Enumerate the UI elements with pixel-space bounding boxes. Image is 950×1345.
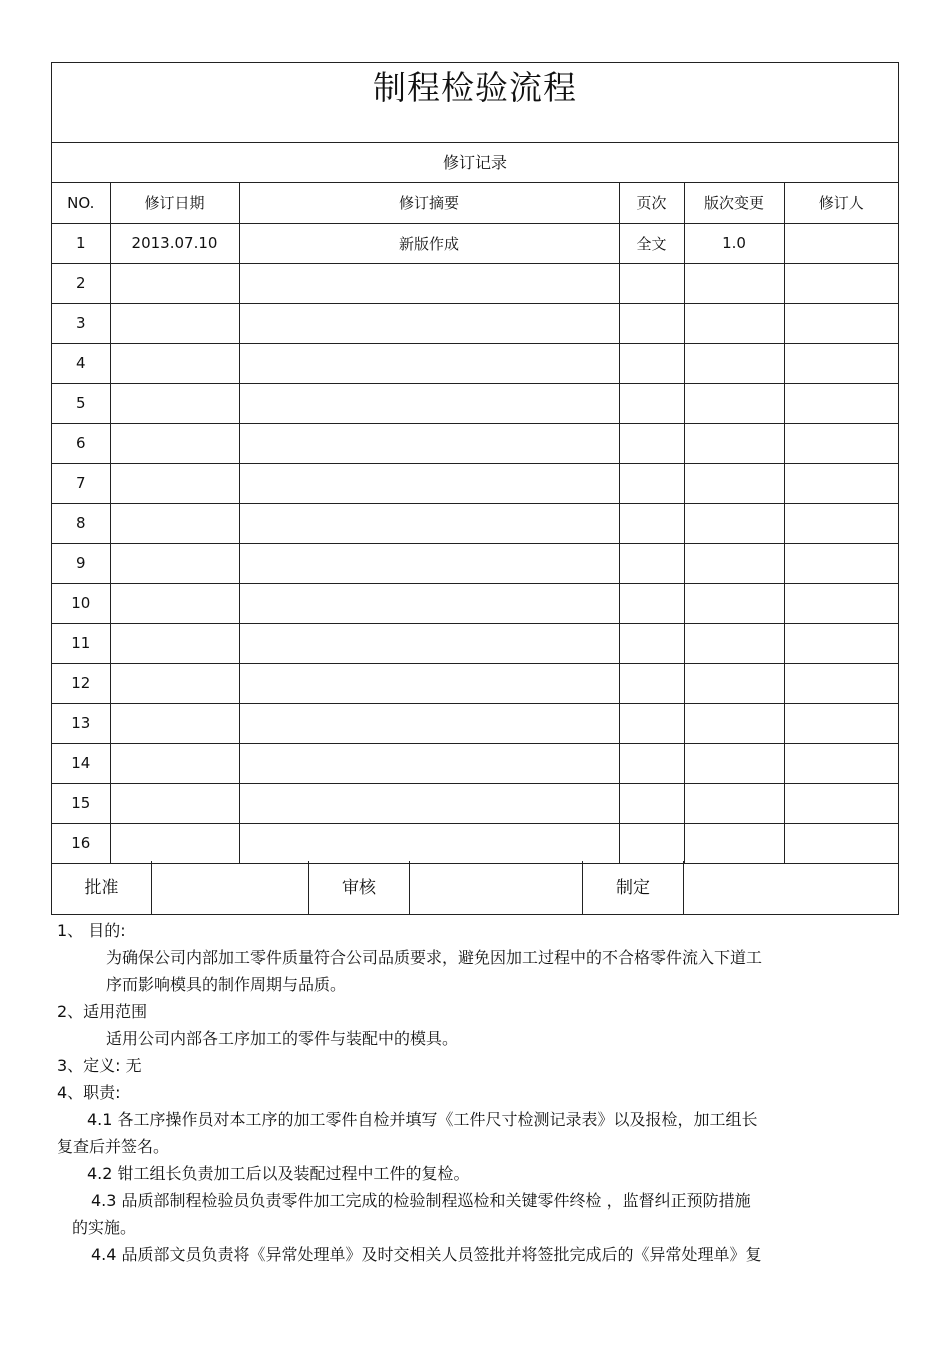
cell-no: 5 bbox=[52, 383, 110, 423]
cell-no: 7 bbox=[52, 463, 110, 503]
cell-no: 8 bbox=[52, 503, 110, 543]
cell-summary bbox=[239, 823, 619, 863]
cell-summary bbox=[239, 703, 619, 743]
section-3-heading: 3、定义: 无 bbox=[57, 1056, 142, 1075]
table-row bbox=[52, 743, 898, 783]
cell-reviser bbox=[784, 463, 898, 503]
cell-summary bbox=[239, 303, 619, 343]
revision-table bbox=[52, 183, 898, 864]
cell-summary bbox=[239, 583, 619, 623]
cell-date bbox=[110, 383, 239, 423]
section-4-4-line-1: 4.4 品质部文员负责将《异常处理单》及时交相关人员签批并将签批完成后的《异常处理单》复 bbox=[91, 1245, 762, 1264]
cell-reviser bbox=[784, 383, 898, 423]
cell-reviser bbox=[784, 263, 898, 303]
cell-page bbox=[619, 463, 684, 503]
section-2-line-1: 适用公司内部各工序加工的零件与装配中的模具。 bbox=[106, 1029, 459, 1048]
section-2-heading: 2、适用范围 bbox=[57, 1002, 148, 1021]
cell-version bbox=[684, 263, 784, 303]
cell-date: 2013.07.10 bbox=[110, 223, 239, 263]
cell-reviser bbox=[784, 343, 898, 383]
cell-reviser bbox=[784, 703, 898, 743]
table-row bbox=[52, 263, 898, 303]
header-version: 版次变更 bbox=[684, 183, 784, 223]
table-row bbox=[52, 303, 898, 343]
cell-no: 14 bbox=[52, 743, 110, 783]
section-4-1-line-1: 4.1 各工序操作员对本工序的加工零件自检并填写《工件尺寸检测记录表》以及报检，加工组长 bbox=[87, 1110, 758, 1129]
table-row bbox=[52, 423, 898, 463]
cell-summary bbox=[239, 463, 619, 503]
cell-page bbox=[619, 543, 684, 583]
cell-reviser bbox=[784, 543, 898, 583]
cell-no: 10 bbox=[52, 583, 110, 623]
cell-reviser bbox=[784, 223, 898, 263]
table-row bbox=[52, 503, 898, 543]
cell-date bbox=[110, 663, 239, 703]
table-row bbox=[52, 783, 898, 823]
cell-version bbox=[684, 463, 784, 503]
cell-version bbox=[684, 663, 784, 703]
cell-no: 2 bbox=[52, 263, 110, 303]
section-1-line-1: 为确保公司内部加工零件质量符合公司品质要求，避免因加工过程中的不合格零件流入下道工 bbox=[106, 948, 763, 967]
cell-summary bbox=[239, 263, 619, 303]
cell-page: 全文 bbox=[619, 223, 684, 263]
section-4-3-line-1: 4.3 品质部制程检验员负责零件加工完成的检验制程巡检和关键零件终检 ，监督纠正预防措施 bbox=[91, 1191, 751, 1210]
cell-no: 16 bbox=[52, 823, 110, 863]
cell-reviser bbox=[784, 663, 898, 703]
cell-summary bbox=[239, 543, 619, 583]
cell-version bbox=[684, 503, 784, 543]
table-row bbox=[52, 543, 898, 583]
cell-version bbox=[684, 623, 784, 663]
cell-version bbox=[684, 783, 784, 823]
section-4-2-line-1: 4.2 钳工组长负责加工后以及装配过程中工件的复检。 bbox=[87, 1164, 470, 1183]
review-field[interactable] bbox=[410, 861, 583, 915]
cell-version bbox=[684, 743, 784, 783]
document-form bbox=[51, 62, 899, 915]
cell-version bbox=[684, 423, 784, 463]
document-title: 制程检验流程 bbox=[52, 63, 898, 143]
cell-page bbox=[619, 663, 684, 703]
cell-page bbox=[619, 503, 684, 543]
table-row bbox=[52, 663, 898, 703]
cell-summary: 新版作成 bbox=[239, 223, 619, 263]
cell-summary bbox=[239, 343, 619, 383]
table-row bbox=[52, 343, 898, 383]
prepare-label: 制定 bbox=[583, 861, 684, 915]
cell-summary bbox=[239, 383, 619, 423]
revision-header-row bbox=[52, 183, 898, 223]
procedure-text bbox=[57, 917, 887, 1268]
cell-reviser bbox=[784, 783, 898, 823]
cell-date bbox=[110, 263, 239, 303]
section-1-line-2: 序而影响模具的制作周期与品质。 bbox=[106, 975, 347, 994]
cell-version bbox=[684, 543, 784, 583]
approve-label: 批准 bbox=[52, 861, 152, 915]
cell-date bbox=[110, 543, 239, 583]
cell-no: 1 bbox=[52, 223, 110, 263]
table-row bbox=[52, 703, 898, 743]
cell-no: 11 bbox=[52, 623, 110, 663]
cell-date bbox=[110, 503, 239, 543]
cell-page bbox=[619, 783, 684, 823]
cell-page bbox=[619, 743, 684, 783]
cell-date bbox=[110, 343, 239, 383]
signoff-row bbox=[52, 861, 898, 915]
cell-reviser bbox=[784, 423, 898, 463]
table-row bbox=[52, 623, 898, 663]
cell-date bbox=[110, 303, 239, 343]
cell-reviser bbox=[784, 503, 898, 543]
cell-version bbox=[684, 343, 784, 383]
cell-summary bbox=[239, 663, 619, 703]
table-row bbox=[52, 223, 898, 263]
cell-summary bbox=[239, 783, 619, 823]
cell-date bbox=[110, 783, 239, 823]
cell-page bbox=[619, 583, 684, 623]
header-summary: 修订摘要 bbox=[239, 183, 619, 223]
cell-summary bbox=[239, 423, 619, 463]
table-row bbox=[52, 383, 898, 423]
header-page: 页次 bbox=[619, 183, 684, 223]
cell-page bbox=[619, 263, 684, 303]
cell-no: 12 bbox=[52, 663, 110, 703]
table-row bbox=[52, 463, 898, 503]
cell-version bbox=[684, 583, 784, 623]
cell-date bbox=[110, 743, 239, 783]
cell-no: 9 bbox=[52, 543, 110, 583]
cell-page bbox=[619, 703, 684, 743]
section-4-3-line-2: 的实施。 bbox=[72, 1218, 137, 1237]
approve-field[interactable] bbox=[152, 861, 309, 915]
cell-date bbox=[110, 463, 239, 503]
cell-date bbox=[110, 823, 239, 863]
cell-no: 13 bbox=[52, 703, 110, 743]
header-date: 修订日期 bbox=[110, 183, 239, 223]
cell-reviser bbox=[784, 623, 898, 663]
cell-date bbox=[110, 583, 239, 623]
cell-page bbox=[619, 343, 684, 383]
review-label: 审核 bbox=[309, 861, 410, 915]
revision-caption: 修订记录 bbox=[52, 143, 898, 183]
cell-page bbox=[619, 383, 684, 423]
cell-reviser bbox=[784, 303, 898, 343]
cell-page bbox=[619, 423, 684, 463]
cell-summary bbox=[239, 503, 619, 543]
cell-page bbox=[619, 823, 684, 863]
section-4-1-line-2: 复查后并签名。 bbox=[57, 1137, 170, 1156]
cell-version bbox=[684, 383, 784, 423]
cell-date bbox=[110, 703, 239, 743]
cell-date bbox=[110, 623, 239, 663]
cell-page bbox=[619, 303, 684, 343]
cell-no: 15 bbox=[52, 783, 110, 823]
cell-version bbox=[684, 703, 784, 743]
cell-summary bbox=[239, 743, 619, 783]
table-row bbox=[52, 823, 898, 863]
prepare-field[interactable] bbox=[684, 861, 898, 915]
cell-version bbox=[684, 303, 784, 343]
cell-version bbox=[684, 823, 784, 863]
cell-version: 1.0 bbox=[684, 223, 784, 263]
cell-reviser bbox=[784, 823, 898, 863]
cell-date bbox=[110, 423, 239, 463]
table-row bbox=[52, 583, 898, 623]
cell-reviser bbox=[784, 583, 898, 623]
cell-no: 4 bbox=[52, 343, 110, 383]
section-1-heading: 1、 目的: bbox=[57, 921, 126, 940]
cell-summary bbox=[239, 623, 619, 663]
header-no: NO. bbox=[52, 183, 110, 223]
cell-no: 3 bbox=[52, 303, 110, 343]
cell-reviser bbox=[784, 743, 898, 783]
cell-no: 6 bbox=[52, 423, 110, 463]
cell-page bbox=[619, 623, 684, 663]
header-reviser: 修订人 bbox=[784, 183, 898, 223]
section-4-heading: 4、职责: bbox=[57, 1083, 121, 1102]
